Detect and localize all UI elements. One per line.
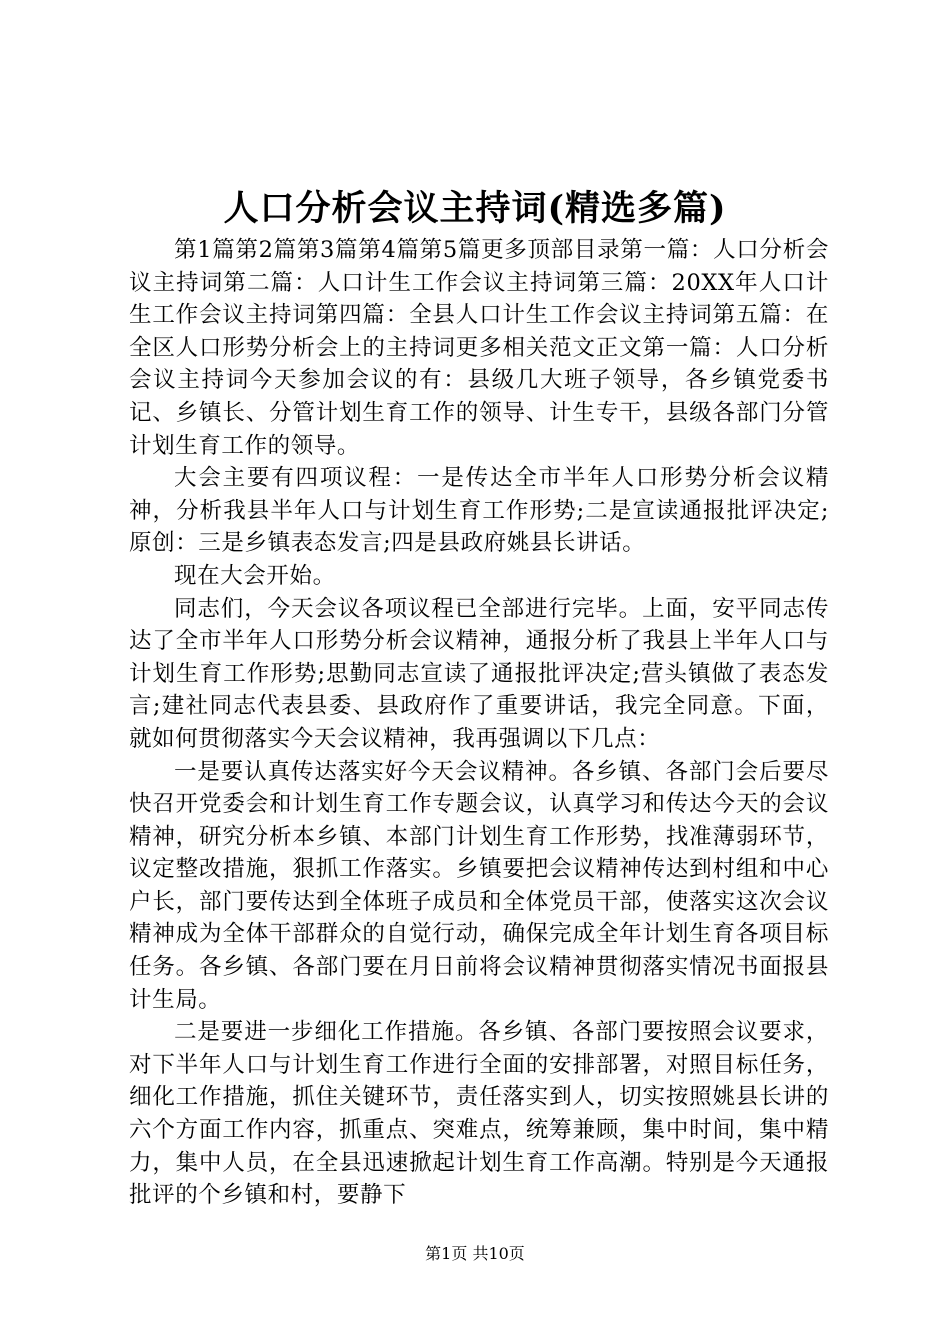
document-body [129,234,829,1212]
document-title: 人口分析会议主持词(精选多篇) [223,188,727,229]
paragraph-point-two: 二是要进一步细化工作措施。各乡镇、各部门要按照会议要求，对下半年人口与计划生育工作进行全面的安排部署，对照目标任务，细化工作措施，抓住关键环节，责任落实到人，切实按照姚县长讲的六个方面工作内容，抓重点、突难点，统筹兼顾，集中时间，集中精力，集中人员，在全县迅速掀起计划生育工作高潮。特别是今天通报批评的个乡镇和村，要静下 [129,1019,829,1209]
paragraph-meeting-start: 现在大会开始。 [174,562,336,589]
page-number-footer: 第1页 共10页 [425,1244,525,1263]
paragraph-agenda: 大会主要有四项议程：一是传达全市半年人口形势分析会议精神，分析我县半年人口与计划生育工作形势;二是宣读通报批评决定;原创：三是乡镇表态发言;四是县政府姚县长讲话。 [129,465,829,557]
paragraph-summary: 同志们，今天会议各项议程已全部进行完毕。上面，安平同志传达了全市半年人口形势分析会议精神，通报分析了我县上半年人口与计划生育工作形势;思勤同志宣读了通报批评决定;营头镇做了表态发言;建社同志代表县委、县政府作了重要讲话，我完全同意。下面，就如何贯彻落实今天会议精神，我再强调以下几点： [129,595,829,752]
paragraph-point-one: 一是要认真传达落实好今天会议精神。各乡镇、各部门会后要尽快召开党委会和计划生育工作专题会议，认真学习和传达今天的会议精神，研究分析本乡镇、本部门计划生育工作形势，找准薄弱环节，议定整改措施，狠抓工作落实。乡镇要把会议精神传达到村组和中心户长，部门要传达到全体班子成员和全体党员干部，使落实这次会议精神成为全体干部群众的自觉行动，确保完成全年计划生育各项目标任务。各乡镇、各部门要在月日前将会议精神贯彻落实情况书面报县计生局。 [129,758,829,1013]
paragraph-table-of-contents: 第1篇第2篇第3篇第4篇第5篇更多顶部目录第一篇：人口分析会议主持词第二篇：人口计生工作会议主持词第三篇：20XX年人口计生工作会议主持词第四篇：全县人口计生工作会议主持词第五篇：在全区人口形势分析会上的主持词更多相关范文正文第一篇：人口分析会议主持词今天参加会议的有：县级几大班子领导，各乡镇党委书记、乡镇长、分管计划生育工作的领导、计生专干，县级各部门分管计划生育工作的领导。 [129,237,829,459]
